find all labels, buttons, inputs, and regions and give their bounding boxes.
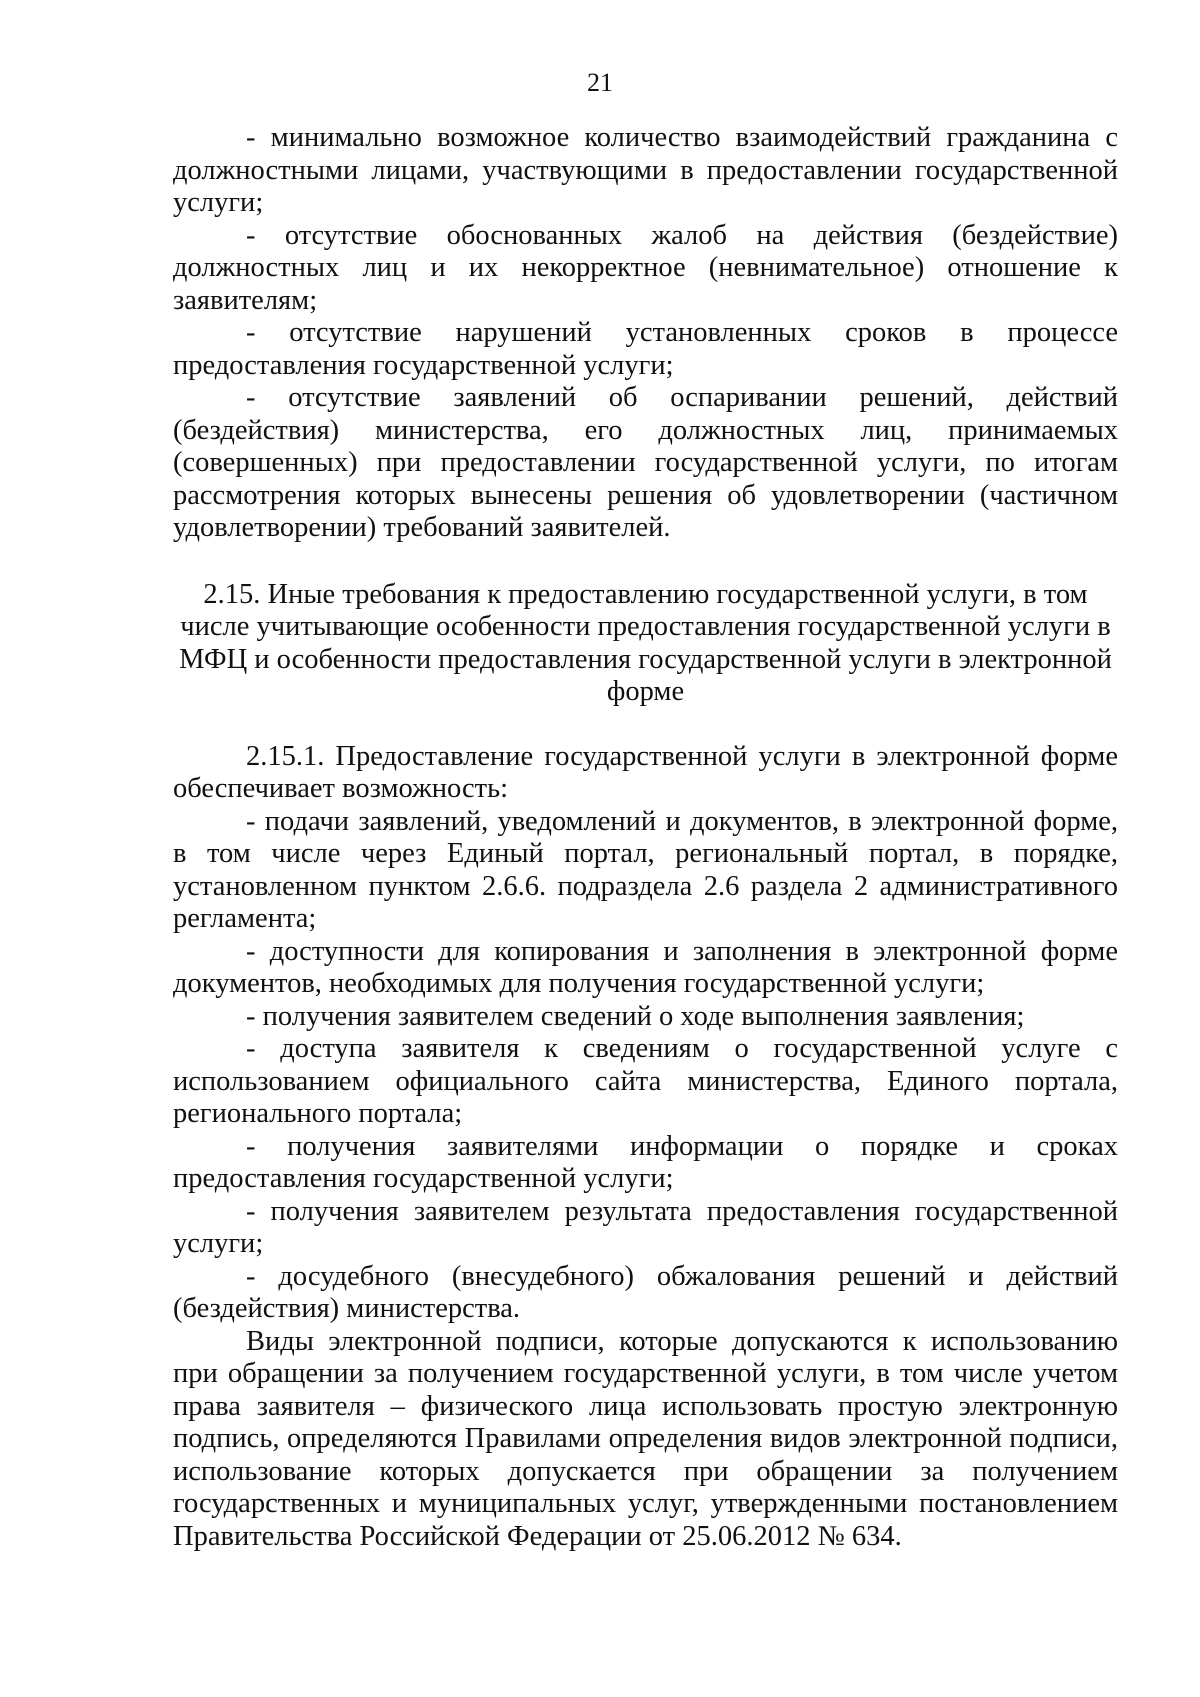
page-content bbox=[173, 122, 1118, 1553]
list-item: - отсутствие обоснованных жалоб на действия (бездействие) должностных лиц и их некорректное (невнимательное) отношение к заявителям; bbox=[173, 219, 1118, 316]
list-item: - досудебного (внесудебного) обжалования решений и действий (бездействия) министерства. bbox=[173, 1260, 1118, 1324]
spacer bbox=[173, 545, 1118, 579]
list-item: - получения заявителем сведений о ходе выполнения заявления; bbox=[246, 1000, 1025, 1032]
page-number: 21 bbox=[587, 68, 613, 97]
closing-paragraph: Виды электронной подписи, которые допускаются к использованию при обращении за получением государственной услуги, в том числе учетом права заявителя – физического лица использовать простую электронную подпись, определяются Правилами определения видов электронной подписи, использование которых допускается при обращении за получением государственных и муниципальных услуг, утвержденными постановлением Правительства Российской Федерации от 25.06.2012 № 634. bbox=[173, 1325, 1118, 1552]
subsection-intro: 2.15.1. Предоставление государственной услуги в электронной форме обеспечивает возможность: bbox=[173, 740, 1118, 804]
list-item: - подачи заявлений, уведомлений и документов, в электронной форме, в том числе через Единый портал, региональный портал, в порядке, установленном пунктом 2.6.6. подраздела 2.6 раздела 2 административного регламента; bbox=[173, 805, 1118, 934]
list-item: - отсутствие нарушений установленных сроков в процессе предоставления государственной услуги; bbox=[173, 317, 1118, 381]
list-item: - доступа заявителя к сведениям о государственной услуге с использованием официального сайта министерства, Единого портала, регионального портала; bbox=[173, 1033, 1118, 1129]
list-item: - минимально возможное количество взаимодействий гражданина с должностными лицами, участвующими в предоставлении государственной услуги; bbox=[173, 122, 1118, 218]
list-item: - доступности для копирования и заполнения в электронной форме документов, необходимых для получения государственной услуги; bbox=[173, 935, 1118, 999]
list-item: - получения заявителями информации о порядке и сроках предоставления государственной услуги; bbox=[173, 1130, 1118, 1194]
list-item: - получения заявителем результата предоставления государственной услуги; bbox=[173, 1195, 1118, 1259]
spacer bbox=[173, 709, 1118, 741]
list-item: - отсутствие заявлений об оспаривании решений, действий (бездействия) министерства, его должностных лиц, принимаемых (совершенных) при предоставлении государственной услуги, по итогам рассмотрения которых вынесены решения об удовлетворении (частичном удовлетворении) требований заявителей. bbox=[173, 382, 1118, 543]
section-heading: 2.15. Иные требования к предоставлению государственной услуги, в том числе учитывающие особенности предоставления государственной услуги в МФЦ и особенности предоставления государственной услуги в электронной форме bbox=[179, 578, 1112, 707]
